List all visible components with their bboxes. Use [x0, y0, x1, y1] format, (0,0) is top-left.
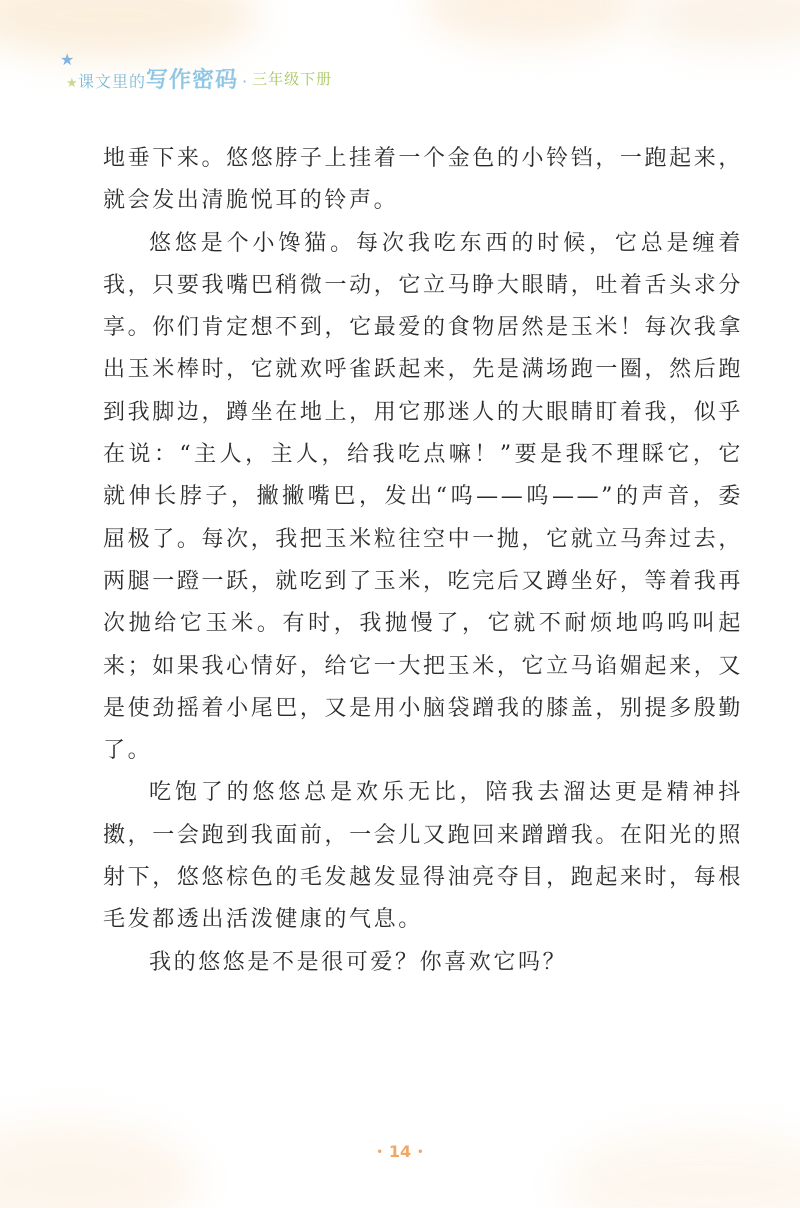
page-number-dot: •: [376, 1147, 383, 1158]
star-icon: ★: [60, 50, 75, 69]
series-title-part2: 写作密码: [146, 67, 239, 93]
title-separator: ·: [242, 71, 249, 91]
paragraph: 吃饱了的悠悠总是欢乐无比，陪我去溜达更是精神抖擞，一会跑到我面前，一会儿又跑回来蹭蹭我。在阳光的照射下，悠悠棕色的毛发越发显得油亮夺目，跑起来时，每根毛发都透出活泼健康的气息。: [103, 780, 743, 933]
series-title-part1: 课文里的: [78, 71, 147, 91]
page-number-value: 14: [388, 1142, 412, 1161]
page-number-dot: •: [417, 1147, 424, 1158]
decorative-watercolor: [0, 0, 260, 60]
decorative-watercolor: [0, 1120, 200, 1208]
page-number: [0, 1142, 800, 1161]
star-icon: ★: [66, 75, 78, 91]
paragraph: 我的悠悠是不是很可爱？你喜欢它吗？: [149, 949, 568, 975]
running-header: [60, 50, 333, 98]
essay-body: [103, 138, 743, 984]
paragraph: 悠悠是个小馋猫。每次我吃东西的时候，它总是缠着我，只要我嘴巴稍微一动，它立马睁大眼睛，吐着舌头求分享。你们肯定想不到，它最爱的食物居然是玉米！每次我拿出玉米棒时，它就欢呼雀跃起来，先是满场跑一圈，然后跑到我脚边，蹲坐在地上，用它那迷人的大眼睛盯着我，似乎在说：“主人，主人，给我吃点嘛！”要是我不理睬它，它就伸长脖子，撇撇嘴巴，发出“呜——呜——”的声音，委屈极了。每次，我把玉米粒往空中一抛，它就立马奔过去，两腿一蹬一跃，就吃到了玉米，吃完后又蹲坐好，等着我再次抛给它玉米。有时，我抛慢了，它就不耐烦地呜呜叫起来；如果我心情好，给它一大把玉米，它立马谄媚起来，又是使劲摇着小尾巴，又是用小脑袋蹭我的膝盖，别提多殷勤了。: [103, 230, 743, 764]
grade-subtitle: 三年级下册: [252, 69, 333, 88]
decorative-watercolor: [640, 0, 800, 50]
paragraph: 地垂下来。悠悠脖子上挂着一个金色的小铃铛，一跑起来，就会发出清脆悦耳的铃声。: [103, 146, 743, 214]
decorative-watercolor: [420, 0, 640, 45]
book-series-title: [78, 63, 252, 94]
